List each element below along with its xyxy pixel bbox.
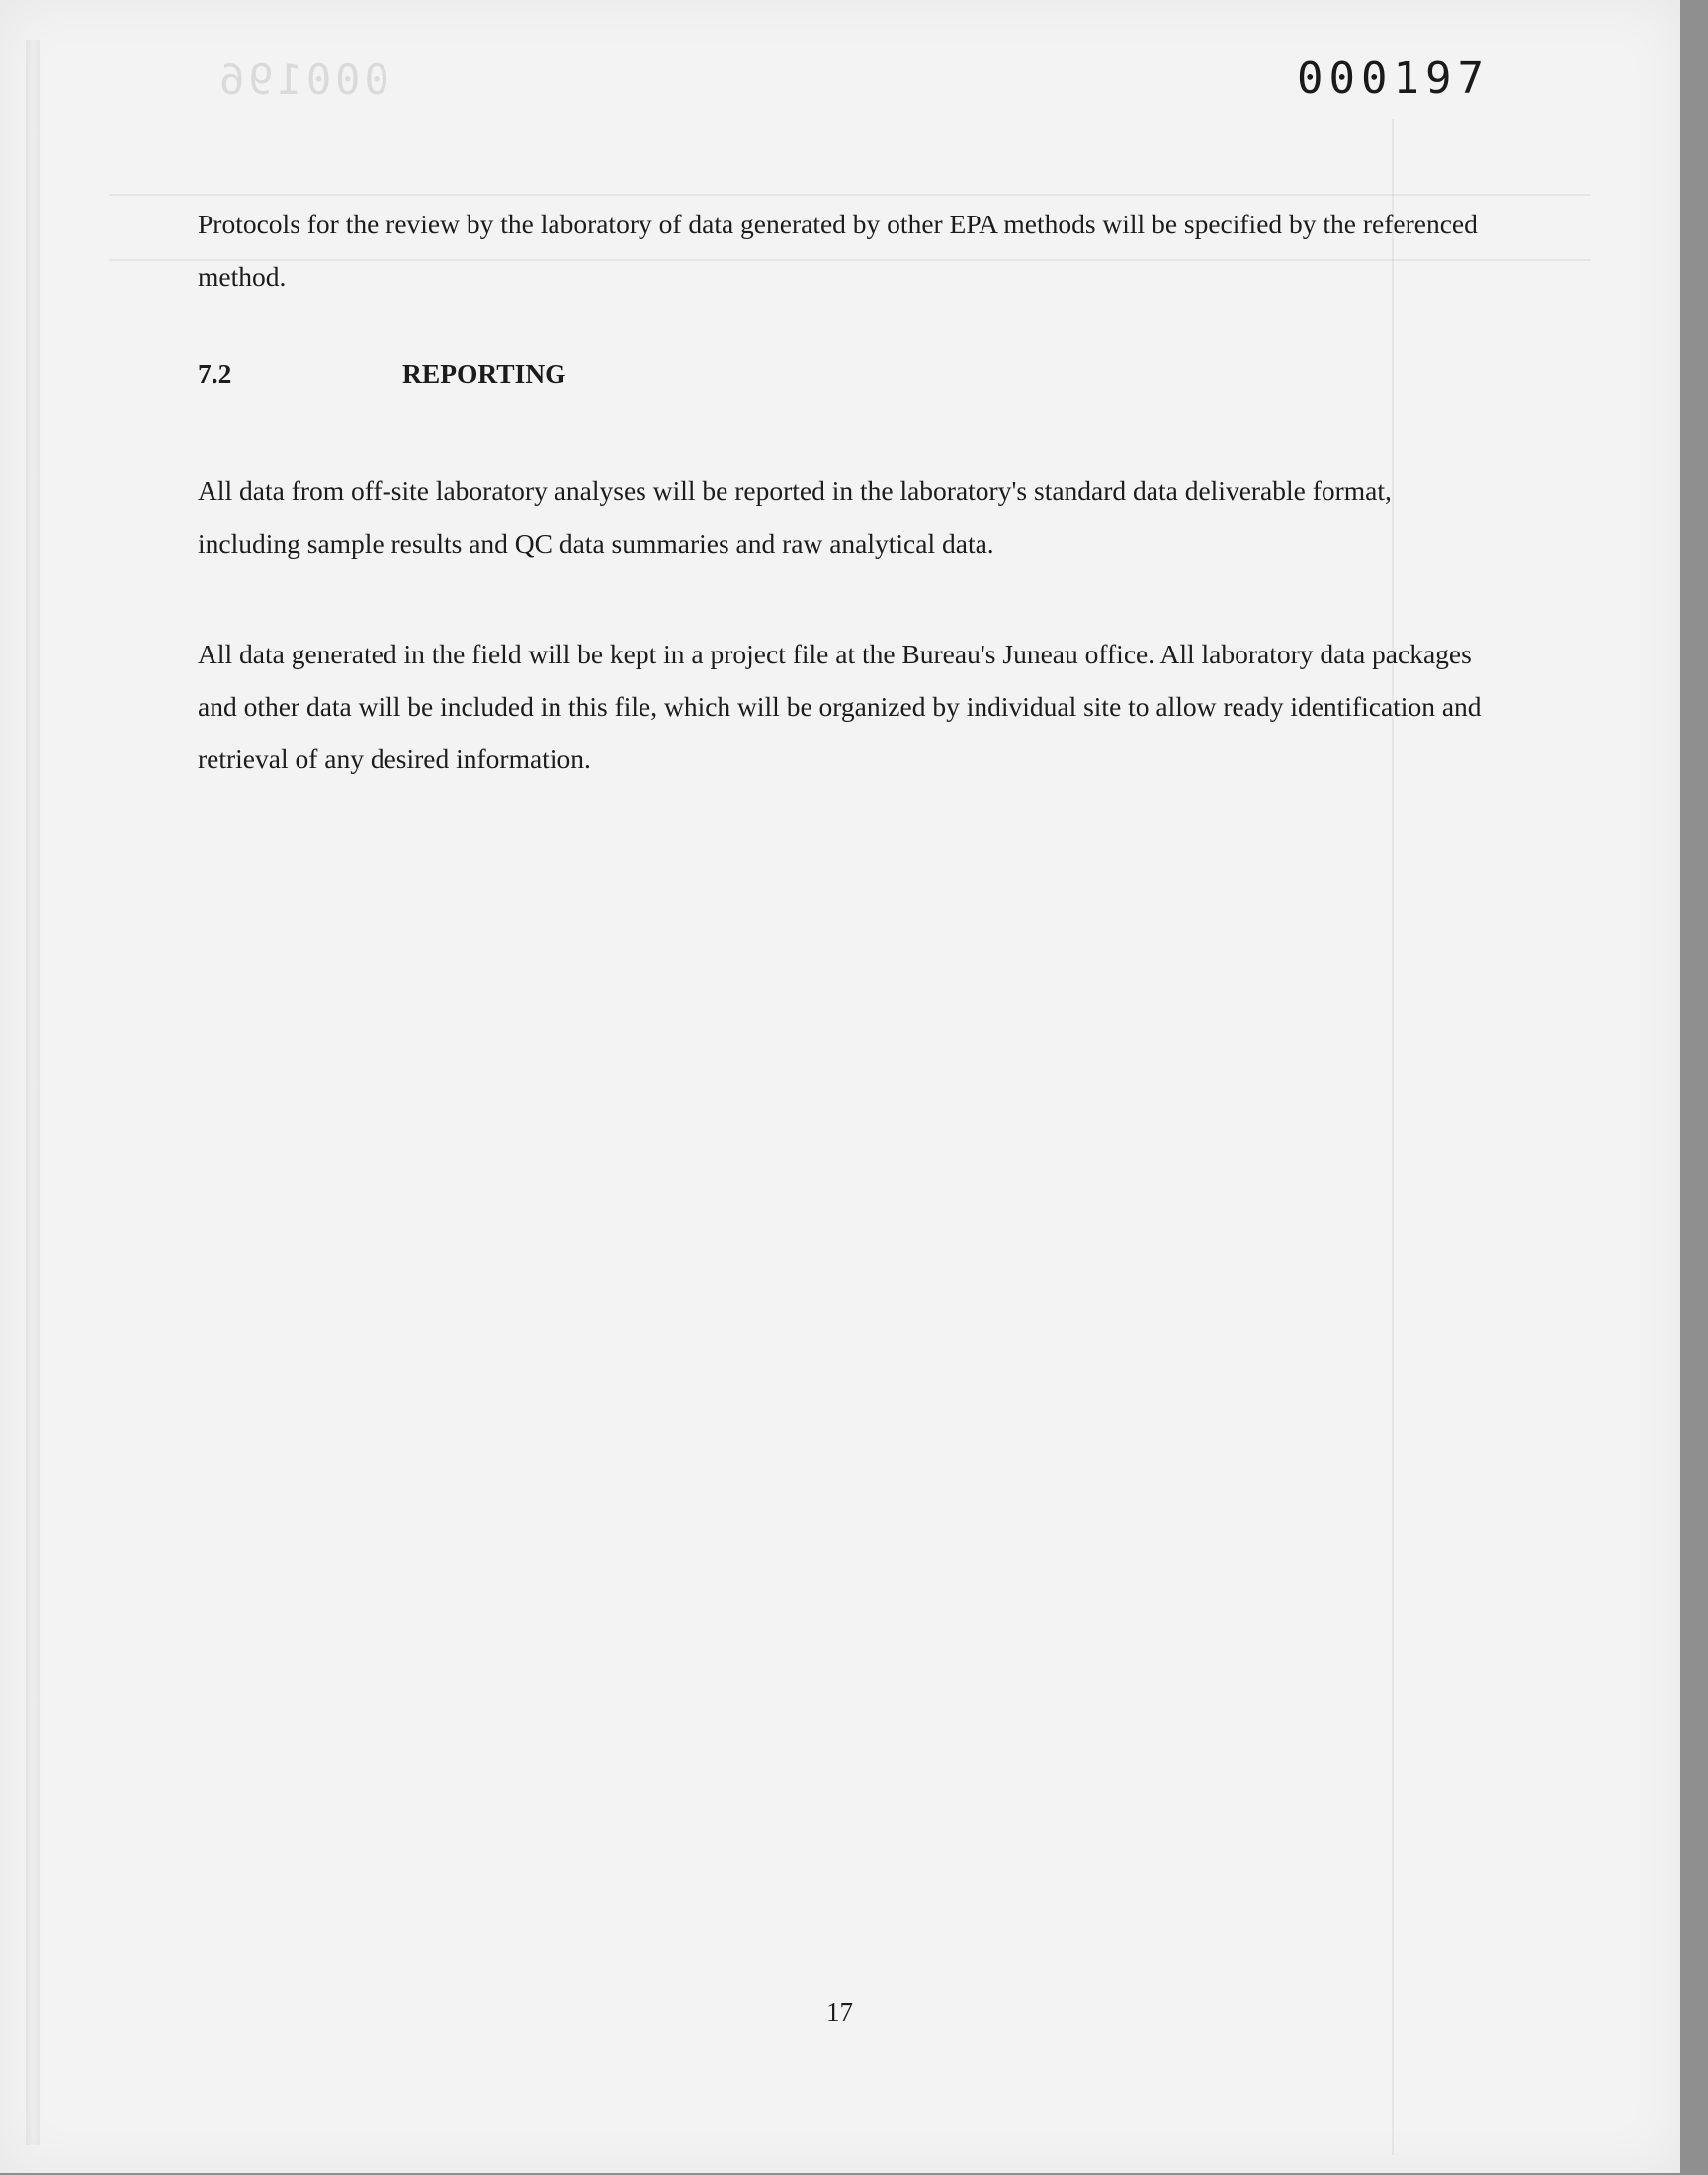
binding-shadow: [26, 40, 40, 2145]
scan-edge: [1680, 0, 1708, 2175]
paragraph-protocols: Protocols for the review by the laboratory of data generated by other EPA methods will be specified by the referenced method.: [198, 209, 1478, 292]
bleed-through-rule: [1392, 119, 1394, 2155]
section-title: REPORTING: [402, 358, 566, 389]
bleed-through-rule: [109, 194, 1591, 196]
page-number: 17: [826, 1997, 853, 2027]
section-number: 7.2: [198, 358, 232, 389]
paragraph-offsite-reporting: All data from off-site laboratory analyses will be reported in the laboratory's standard data deliverable format, including sample results and QC data summaries and raw analytical data.: [198, 476, 1392, 559]
document-control-number: 000197: [1297, 53, 1490, 104]
bleed-through-number: 000196: [215, 55, 389, 104]
paragraph-field-data: All data generated in the field will be kept in a project file at the Bureau's Juneau office. All laboratory data packages and other data will be included in this file, which will be organized by individual site to allow ready identification and retrieval of any desired information.: [198, 639, 1482, 774]
